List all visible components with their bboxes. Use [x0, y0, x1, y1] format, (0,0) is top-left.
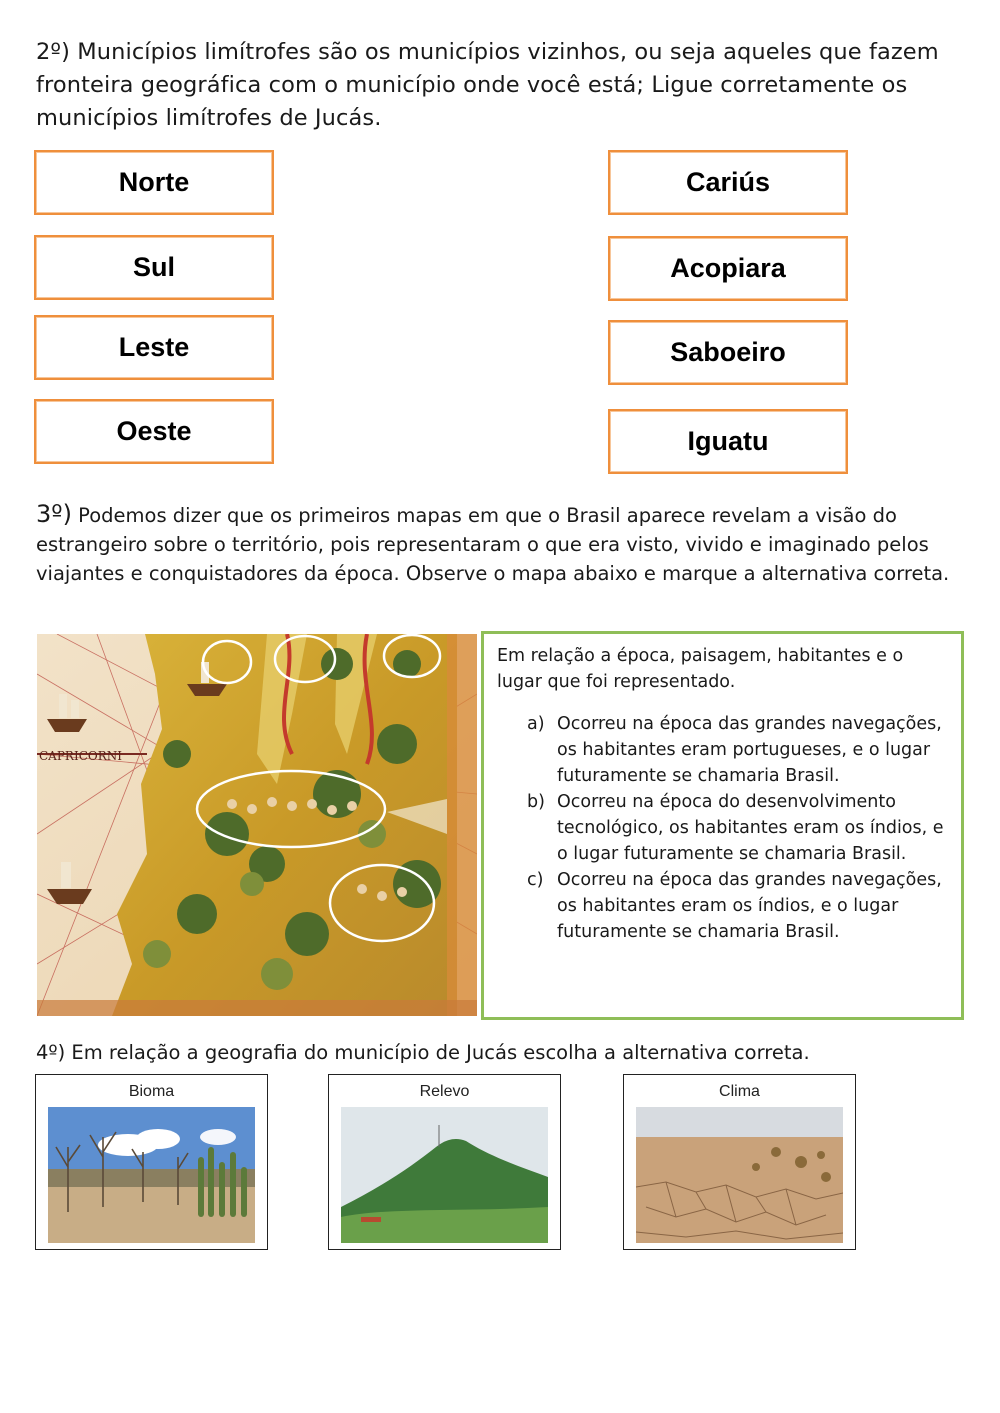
option-a-text: Ocorreu na época das grandes navegações, os habitantes eram portugueses, e o lugar futuramente se chamaria Brasil.: [557, 714, 942, 786]
question-3-text: [36, 500, 976, 588]
question-3-number: 3º): [36, 500, 72, 528]
card-clima[interactable]: [623, 1074, 856, 1250]
card-relevo[interactable]: [328, 1074, 561, 1250]
option-c[interactable]: [527, 867, 948, 945]
question-3-options-panel: [481, 631, 964, 1020]
card-bioma-caption: Bioma: [128, 1083, 175, 1100]
municipality-box-carius[interactable]: Cariús: [608, 150, 848, 215]
question-2-text: 2º) Municípios limítrofes são os municípios vizinhos, ou seja aqueles que fazem fronteira geográfica com o município onde você está; Ligue corretamente os municípios limítrofes de Jucás.: [36, 39, 939, 131]
question-3-body: Podemos dizer que os primeiros mapas em que o Brasil aparece revelam a visão do estrangeiro sobre o território, pois representaram o que era visto, vivido e imaginado pelos viajantes e conquistadores da época. Observe o mapa abaixo e marque a alternativa correta.: [36, 504, 950, 585]
municipality-box-iguatu[interactable]: Iguatu: [608, 409, 848, 474]
hill-photo: [341, 1107, 548, 1243]
option-a-letter: a): [527, 714, 545, 734]
option-b-letter: b): [527, 792, 545, 812]
option-c-text: Ocorreu na época das grandes navegações, os habitantes eram os índios, e o lugar futuramente se chamaria Brasil.: [557, 870, 942, 942]
question-4-text: 4º) Em relação a geografia do município de Jucás escolha a alternativa correta.: [36, 1041, 810, 1064]
card-bioma[interactable]: [35, 1074, 268, 1250]
direction-box-norte[interactable]: Norte: [34, 150, 274, 215]
card-relevo-caption: Relevo: [419, 1083, 470, 1100]
option-b[interactable]: [527, 789, 948, 867]
option-a[interactable]: [527, 711, 948, 789]
card-clima-caption: Clima: [719, 1083, 760, 1100]
municipality-box-acopiara[interactable]: Acopiara: [608, 236, 848, 301]
municipality-box-saboeiro[interactable]: Saboeiro: [608, 320, 848, 385]
option-c-letter: c): [527, 870, 544, 890]
options-intro: Em relação a época, paisagem, habitantes e o lugar que foi representado.: [497, 646, 904, 692]
direction-box-sul[interactable]: Sul: [34, 235, 274, 300]
option-b-text: Ocorreu na época do desenvolvimento tecnológico, os habitantes eram os índios, e o lugar futuramente se chamaria Brasil.: [557, 792, 944, 864]
dry-cracked-soil-photo: [636, 1107, 843, 1243]
historic-brazil-map-image: [37, 634, 477, 1016]
caatinga-photo: [48, 1107, 255, 1243]
direction-box-oeste[interactable]: Oeste: [34, 399, 274, 464]
map-capricorn-label: CAPRICORNI: [39, 749, 122, 763]
direction-box-leste[interactable]: Leste: [34, 315, 274, 380]
